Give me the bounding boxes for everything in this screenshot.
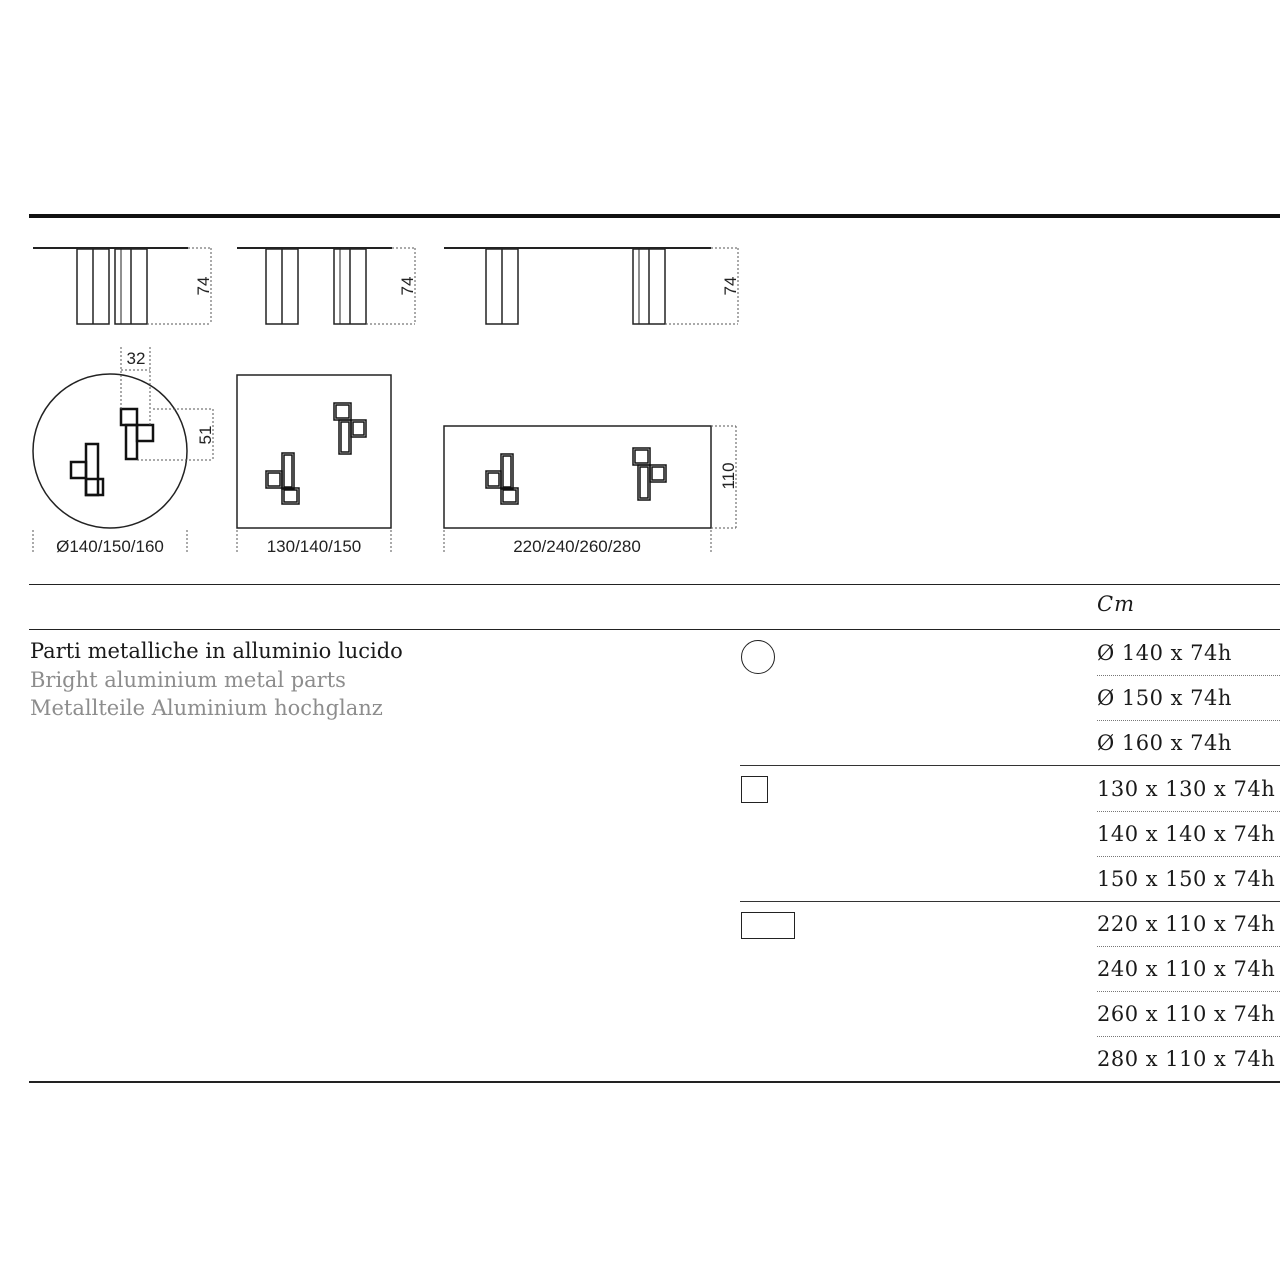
- unit-label: Cm: [1097, 592, 1135, 616]
- size-rect-280: 280 x 110 x 74h: [1097, 1047, 1276, 1071]
- material-italian: Parti metalliche in alluminio lucido: [30, 639, 403, 663]
- size-square-150: 150 x 150 x 74h: [1097, 867, 1276, 891]
- size-round-160: Ø 160 x 74h: [1097, 731, 1232, 755]
- technical-drawing: [0, 0, 1280, 580]
- elevation-square: [237, 248, 392, 324]
- table-top-rule: [29, 584, 1280, 585]
- row-divider: [1097, 946, 1280, 947]
- round-icon: [741, 640, 775, 674]
- size-rect-240: 240 x 110 x 74h: [1097, 957, 1276, 981]
- group-divider: [740, 901, 1280, 902]
- height-label-square: 74: [398, 276, 417, 296]
- row-divider: [1097, 811, 1280, 812]
- width-label-square: 130/140/150: [266, 537, 362, 556]
- depth-label-rectangle: 110: [719, 462, 738, 490]
- size-square-140: 140 x 140 x 74h: [1097, 822, 1276, 846]
- material-german: Metallteile Aluminium hochglanz: [30, 696, 383, 720]
- size-square-130: 130 x 130 x 74h: [1097, 777, 1276, 801]
- plan-square: [237, 375, 391, 528]
- table-header-rule: [29, 629, 1280, 630]
- group-divider: [740, 765, 1280, 766]
- width-label-rectangle: 220/240/260/280: [513, 537, 641, 556]
- leg-offset-y-label: 51: [196, 425, 215, 445]
- row-divider: [1097, 856, 1280, 857]
- size-round-150: Ø 150 x 74h: [1097, 686, 1232, 710]
- square-icon: [741, 776, 768, 803]
- size-rect-220: 220 x 110 x 74h: [1097, 912, 1276, 936]
- elevation-rectangle: [444, 248, 711, 324]
- material-english: Bright aluminium metal parts: [30, 668, 346, 692]
- plan-round: [33, 374, 187, 528]
- elevation-round: [33, 248, 188, 324]
- row-divider: [1097, 675, 1280, 676]
- height-label-rectangle: 74: [721, 276, 740, 296]
- round-plan-dimension-lines: [33, 347, 213, 554]
- row-divider: [1097, 1036, 1280, 1037]
- top-rule: [29, 214, 1280, 218]
- rectangle-icon: [741, 912, 795, 939]
- rectangle-plan-dimension-lines: [444, 426, 736, 554]
- plan-rectangle: [444, 426, 711, 528]
- size-rect-260: 260 x 110 x 74h: [1097, 1002, 1276, 1026]
- size-round-140: Ø 140 x 74h: [1097, 641, 1232, 665]
- row-divider: [1097, 720, 1280, 721]
- table-bottom-rule: [29, 1081, 1280, 1083]
- width-label-round: Ø140/150/160: [56, 537, 164, 556]
- height-label-round: 74: [194, 276, 213, 296]
- row-divider: [1097, 991, 1280, 992]
- leg-offset-x-label: 32: [126, 349, 146, 368]
